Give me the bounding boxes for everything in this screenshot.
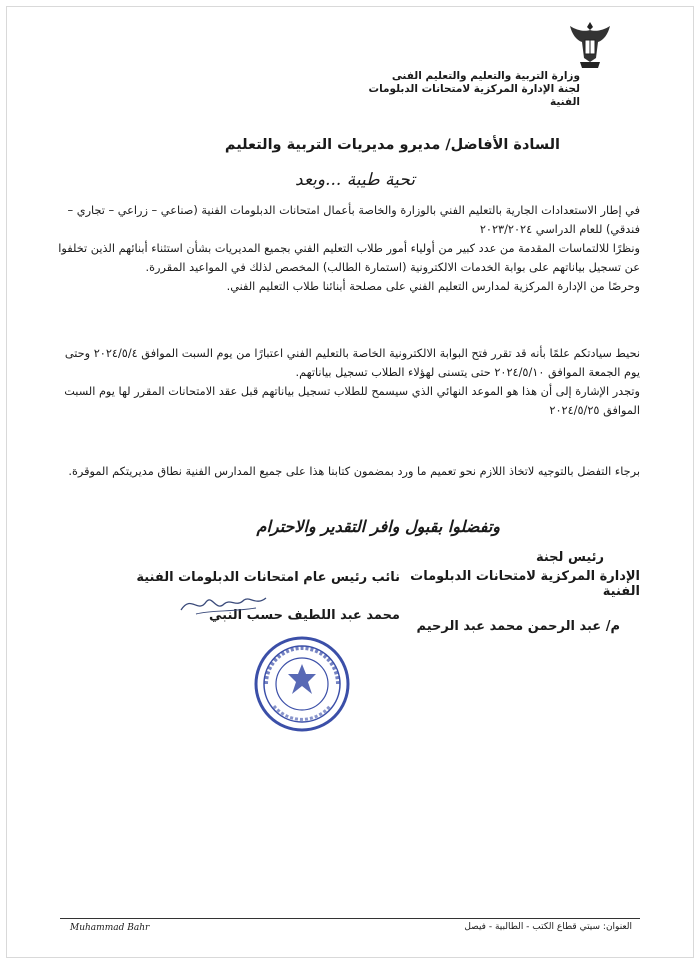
greeting: تحية طيبة ...وبعد — [295, 170, 415, 190]
addressee: السادة الأفاضل/ مديرو مديريات التربية والتعليم — [224, 137, 560, 153]
signatory-name: محمد عبد اللطيف حسب النبي — [208, 608, 400, 623]
signatory-title: رئيس لجنة — [535, 550, 604, 565]
official-seal-icon — [252, 634, 352, 734]
body-section-1 — [50, 201, 640, 296]
paragraph: نحيط سيادتكم علمًا بأنه قد تقرر فتح البوابة الالكترونية الخاصة بالتعليم الفني اعتبارًا من يوم السبت الموافق ٢٠٢٤/٥/٤ وحتى يوم الجمعة الموافق ٢٠٢٤/٥/١٠ حتى يتسنى لهؤلاء الطلاب تسجيل بياناتهم. — [64, 347, 640, 379]
body-section-2 — [50, 344, 640, 420]
body-section-3 — [50, 462, 640, 481]
eagle-emblem-icon — [566, 18, 614, 74]
handwritten-signature-icon — [176, 584, 271, 620]
paragraph: ونظرًا للالتماسات المقدمة من عدد كبير من أولياء أمور طلاب التعليم الفني بجميع المديريات بشأن استثناء أبنائهم الذين تخلفوا عن تسجيل بياناتهم على بوابة الخدمات الالكترونية (استمارة الطالب) المخصص لذلك في المواعيد المقررة. — [58, 242, 640, 274]
ministry-header — [340, 70, 580, 109]
paragraph: وتجدر الإشارة إلى أن هذا هو الموعد النهائي الذي سيسمح للطلاب تسجيل بياناتهم قبل عقد الامتحانات المقرر لها يوم السبت الموافق ٢٠٢٤/٥/٢٥ — [64, 385, 640, 417]
signatory-name: م/ عبد الرحمن محمد عبد الرحيم — [416, 619, 620, 634]
paragraph: برجاء التفضل بالتوجيه لاتخاذ اللازم نحو تعميم ما ورد بمضمون كتابنا هذا على جميع المدارس الفنية نطاق مديريتكم الموقرة. — [68, 465, 640, 478]
signatory-title: الإدارة المركزية لامتحانات الدبلومات الفنية — [410, 569, 640, 599]
signatory-right — [400, 550, 640, 634]
footer-divider — [60, 918, 640, 919]
ministry-line-1: وزارة التربية والتعليم والتعليم الفنى — [391, 70, 580, 82]
ministry-line-2: لجنة الإدارة المركزية لامتحانات الدبلومات الفنية — [368, 83, 580, 108]
paragraph: في إطار الاستعدادات الجارية بالتعليم الفني بالوزارة والخاصة بأعمال امتحانات الدبلومات الفنية (صناعي – زراعي – تجاري – فندقي) للعام الدراسي ٢٠٢٣/٢٠٢٤ — [67, 204, 640, 236]
footer-address: العنوان: سيتي قطاع الكتب - الطالبية - فيصل — [464, 922, 632, 932]
closing: وتفضلوا بقبول وافر التقدير والاحترام — [256, 517, 500, 536]
signatory-title: نائب رئيس عام امتحانات الدبلومات الفنية — [136, 570, 400, 585]
footer-credit: Muhammad Bahr — [70, 923, 150, 933]
paragraph: وحرصًا من الإدارة المركزية لمدارس التعليم الفني على مصلحة أبنائنا طلاب التعليم الفني. — [226, 280, 640, 293]
